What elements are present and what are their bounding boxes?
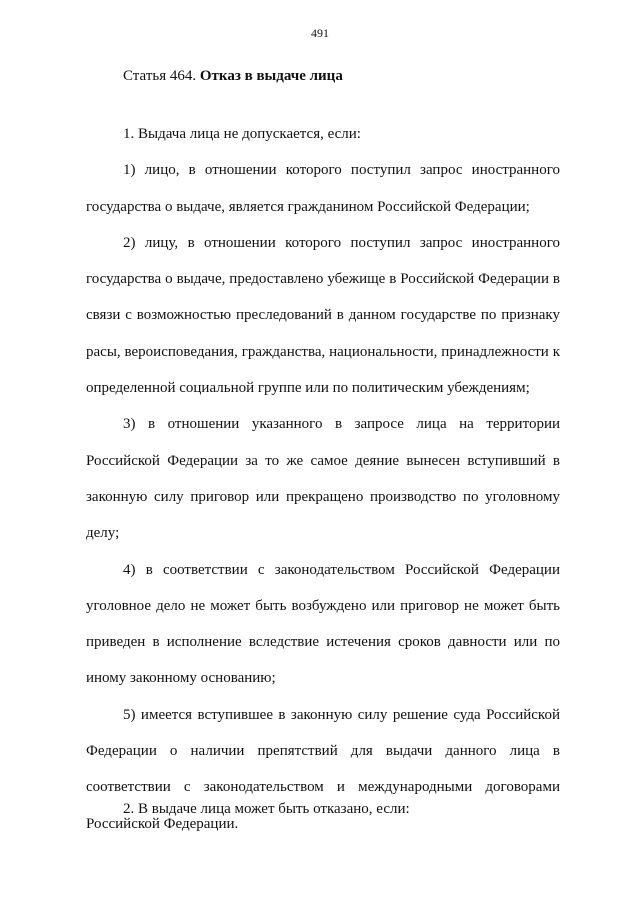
article-number: Статья 464. bbox=[123, 68, 197, 84]
section-2 bbox=[86, 791, 560, 827]
paragraph-item-5: 5) имеется вступившее в законную силу решение суда Российской Федерации о наличии препятствий для выдачи данного лица в соответствии с законодательством и международными договорами Российской Федерации. bbox=[86, 706, 560, 832]
article-heading bbox=[123, 68, 343, 85]
article-body bbox=[86, 116, 560, 842]
paragraph-item-2: 2) лицу, в отношении которого поступил запрос иностранного государства о выдаче, предоставлено убежище в Российской Федерации в связи с возможностью преследований в данном государстве по признаку расы, вероисповедания, гражданства, национальности, принадлежности к определенной социальной группе или по политическим убеждениям; bbox=[86, 234, 560, 397]
paragraph-section-2-intro: 2. В выдаче лица может быть отказано, если: bbox=[123, 801, 410, 817]
paragraph-item-1: 1) лицо, в отношении которого поступил запрос иностранного государства о выдаче, является гражданином Российской Федерации; bbox=[86, 162, 560, 215]
article-title: Отказ в выдаче лица bbox=[199, 68, 343, 84]
page-number: 491 bbox=[311, 26, 329, 40]
paragraph-item-3: 3) в отношении указанного в запросе лица на территории Российской Федерации за то же самое деяние вынесен вступивший в законную силу приговор или прекращено производство по уголовному делу; bbox=[86, 416, 560, 542]
paragraph-item-4: 4) в соответствии с законодательством Российской Федерации уголовное дело не может быть возбуждено или приговор не может быть приведен в исполнение вследствие истечения сроков давности или по иному законному основанию; bbox=[86, 561, 560, 687]
paragraph-section-1-intro: 1. Выдача лица не допускается, если: bbox=[123, 126, 361, 142]
